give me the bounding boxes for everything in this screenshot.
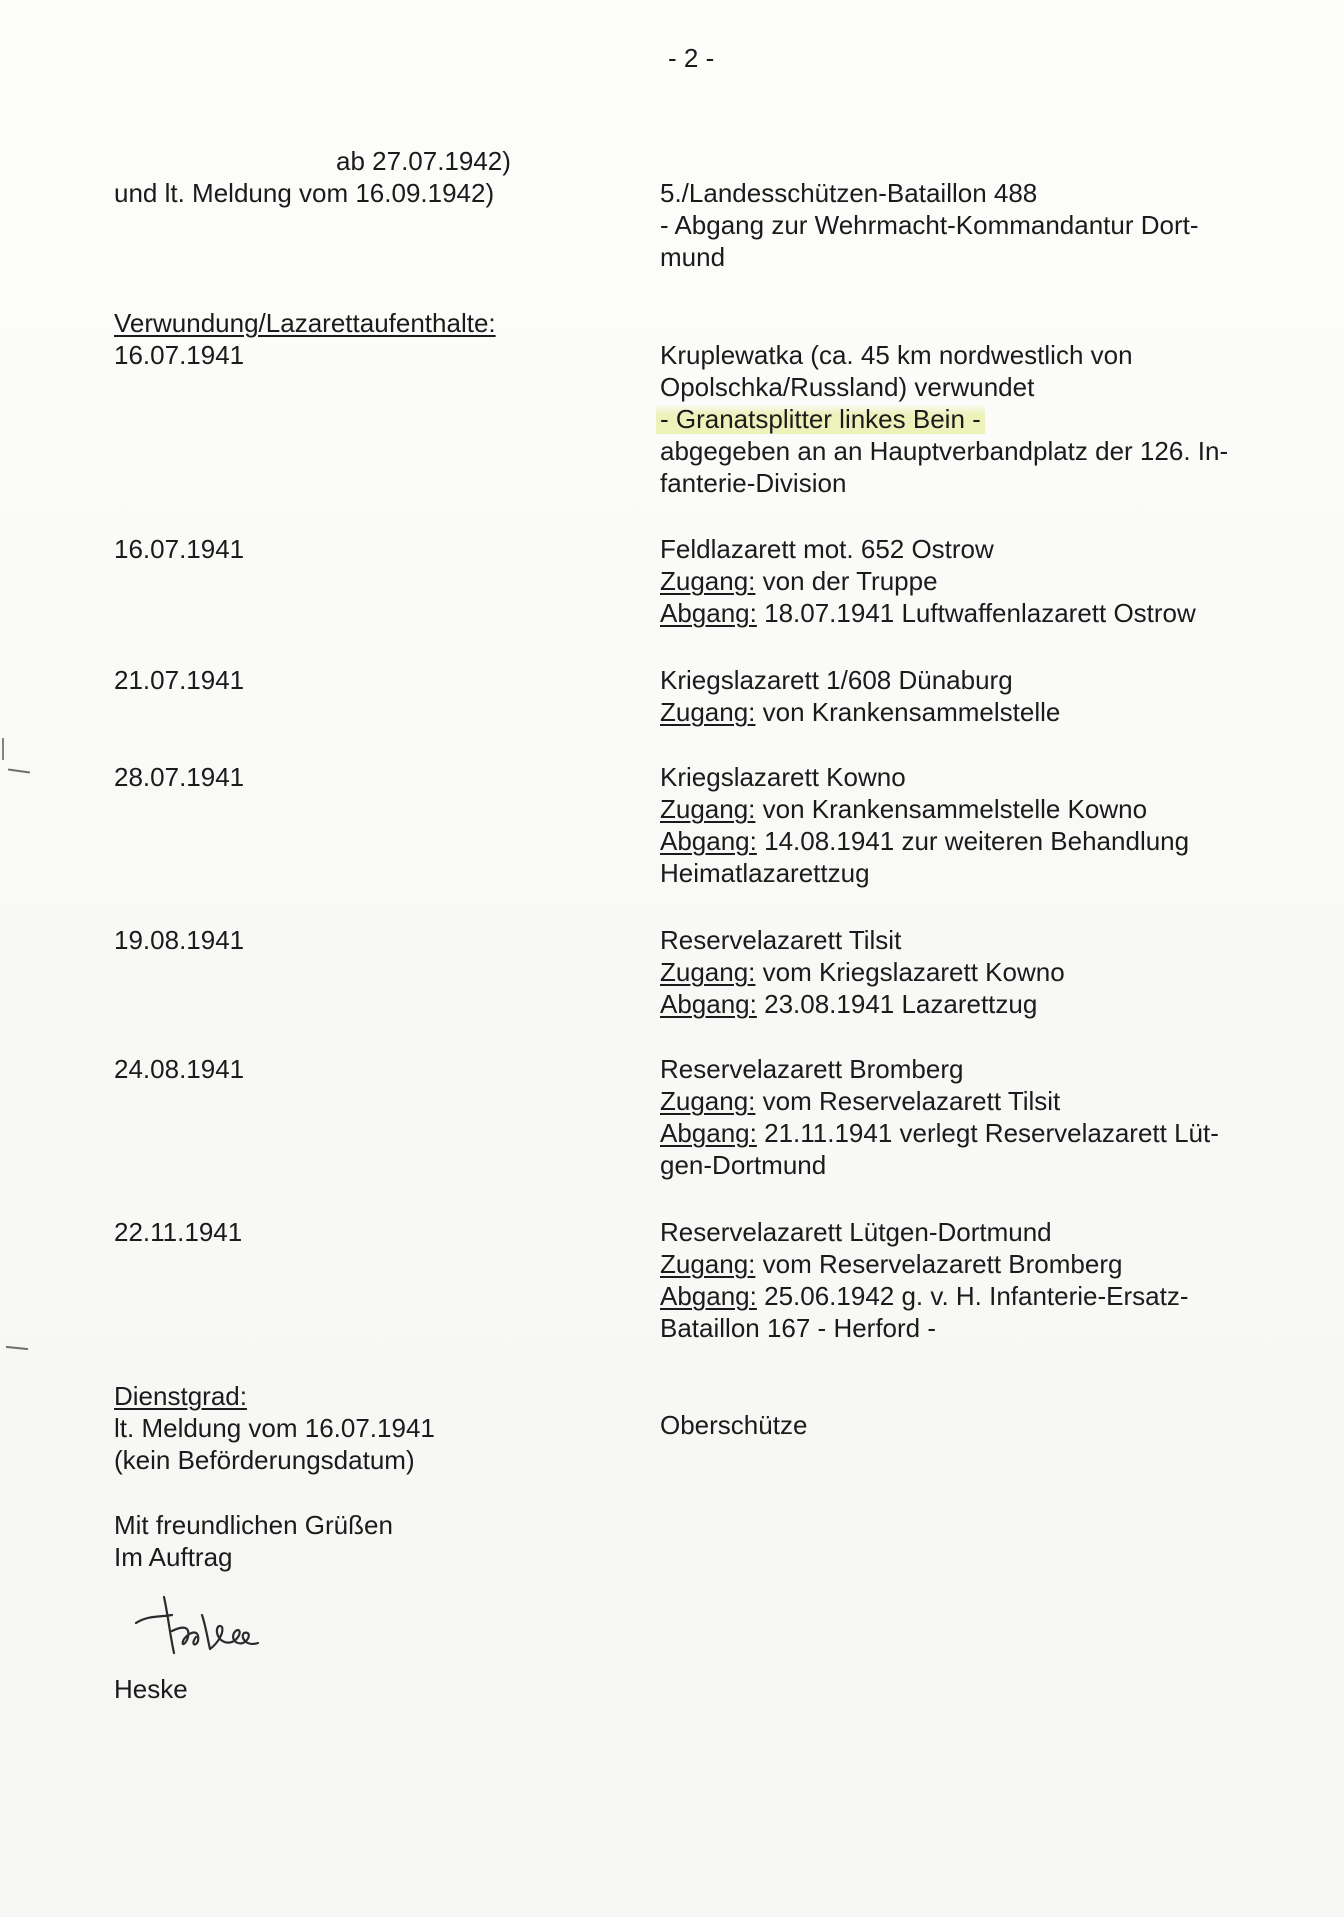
entry-line-highlighted: - Granatsplitter linkes Bein - [660,403,985,435]
entry-line: Zugang: vom Reservelazarett Tilsit [660,1086,1061,1116]
entry-line: Abgang: 25.06.1942 g. v. H. Infanterie-Ersatz- [660,1281,1189,1311]
scan-mark [8,768,30,773]
rank-value: Oberschütze [660,1410,808,1440]
unit-line-1: 5./Landesschützen-Bataillon 488 [660,178,1038,208]
closing-on-behalf: Im Auftrag [114,1542,233,1572]
entry-line: Reservelazarett Bromberg [660,1054,964,1084]
handwritten-signature [128,1585,288,1665]
entry-line: Zugang: von Krankensammelstelle Kowno [660,794,1148,824]
date-line-1: ab 27.07.1942) [336,146,511,176]
entry-line: Abgang: 14.08.1941 zur weiteren Behandlung [660,826,1190,856]
entry-line: Reservelazarett Tilsit [660,925,902,955]
entry-line: Abgang: 21.11.1941 verlegt Reservelazarett Lüt- [660,1118,1219,1148]
entry-line: Kriegslazarett 1/608 Dünaburg [660,665,1013,695]
entry-date: 16.07.1941 [114,340,245,370]
entry-line: Reservelazarett Lütgen-Dortmund [660,1217,1052,1247]
rank-note-line: (kein Beförderungsdatum) [114,1445,415,1475]
page-number: - 2 - [668,43,715,73]
entry-line: Zugang: von Krankensammelstelle [660,697,1061,727]
signatory-name: Heske [114,1674,188,1704]
scan-mark [6,1346,28,1350]
entry-date: 19.08.1941 [114,925,245,955]
entry-date: 22.11.1941 [114,1217,243,1247]
entry-line: gen-Dortmund [660,1150,827,1180]
entry-line: Bataillon 167 - Herford - [660,1313,937,1343]
entry-line: Zugang: von der Truppe [660,566,938,596]
closing-greeting: Mit freundlichen Grüßen [114,1510,393,1540]
entry-line: Kruplewatka (ca. 45 km nordwestlich von [660,340,1133,370]
entry-date: 24.08.1941 [114,1054,245,1084]
section-heading-wounds: Verwundung/Lazarettaufenthalte: [114,308,496,338]
date-line-2: und lt. Meldung vom 16.09.1942) [114,178,495,208]
entry-line: fanterie-Division [660,468,847,498]
entry-date: 16.07.1941 [114,534,245,564]
entry-date: 21.07.1941 [114,665,245,695]
entry-line: Zugang: vom Kriegslazarett Kowno [660,957,1065,987]
entry-line: Heimatlazarettzug [660,858,870,888]
entry-line: Zugang: vom Reservelazarett Bromberg [660,1249,1123,1279]
entry-line: Kriegslazarett Kowno [660,762,906,792]
unit-line-3: mund [660,242,726,272]
section-heading-rank: Dienstgrad: [114,1381,247,1411]
scan-mark [2,738,4,760]
entry-line: Feldlazarett mot. 652 Ostrow [660,534,994,564]
entry-line: Opolschka/Russland) verwundet [660,372,1035,402]
entry-line: Abgang: 18.07.1941 Luftwaffenlazarett Ostrow [660,598,1196,628]
unit-line-2: - Abgang zur Wehrmacht-Kommandantur Dort- [660,210,1199,240]
entry-date: 28.07.1941 [114,762,245,792]
entry-line: Abgang: 23.08.1941 Lazarettzug [660,989,1038,1019]
entry-line: abgegeben an an Hauptverbandplatz der 126. In- [660,436,1229,466]
rank-note-line: lt. Meldung vom 16.07.1941 [114,1413,435,1443]
